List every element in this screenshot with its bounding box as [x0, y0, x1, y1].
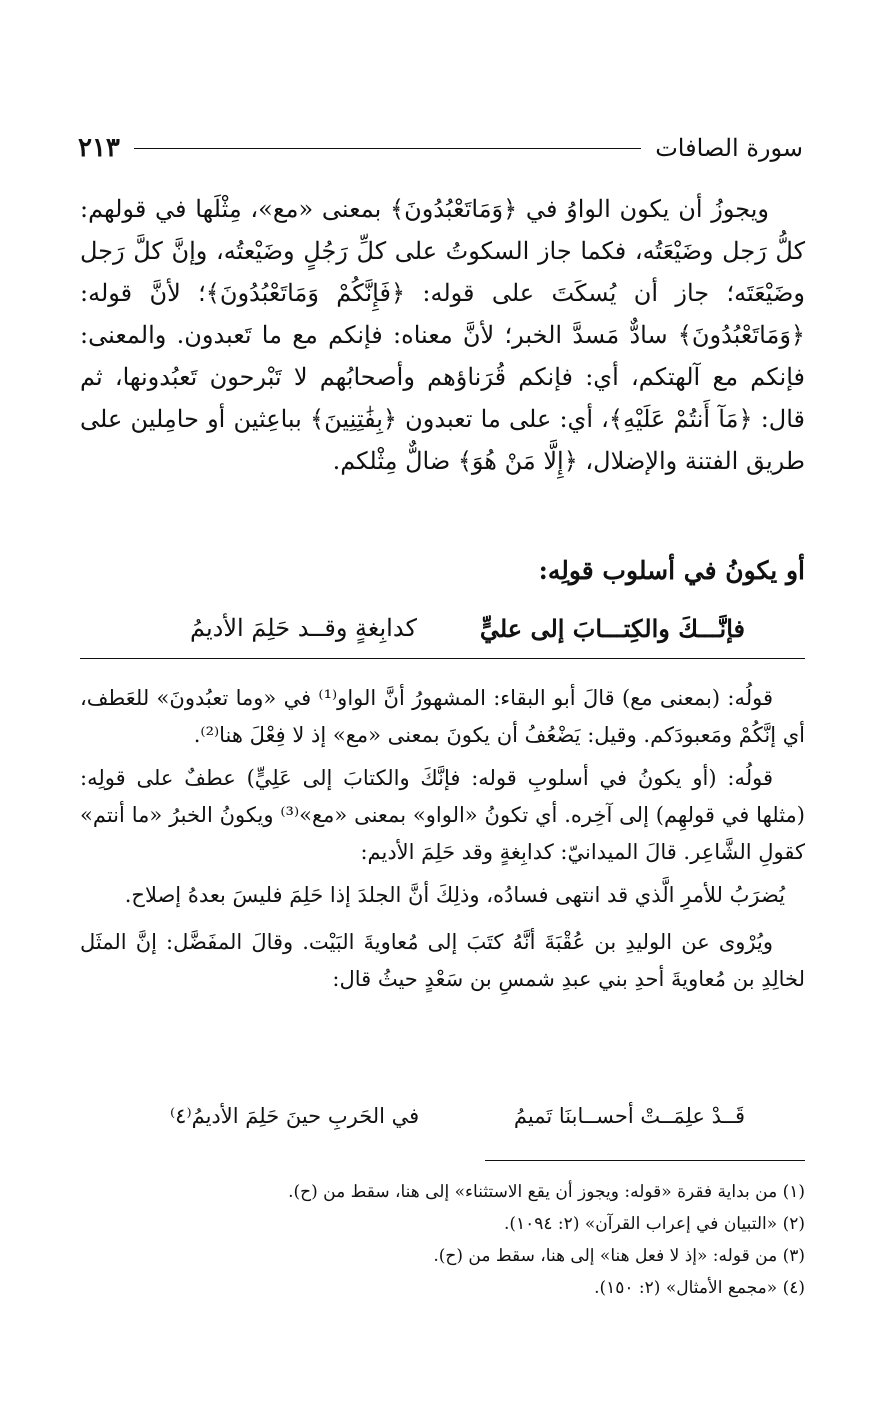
verse-1-hemistich-2: كدابِغةٍ وقــد حَلِمَ الأديمُ: [190, 614, 417, 642]
verse-2-hemistich-2: في الحَربِ حينَ حَلِمَ الأديمُ⁽٤⁾: [170, 1104, 420, 1128]
verse-2-hemistich-1: قَــدْ علِمَــتْ أحســابنَا تَميمُ: [513, 1104, 745, 1128]
running-header: [78, 128, 803, 168]
surah-title: سورة الصافات: [655, 134, 803, 162]
section-heading: أو يكونُ في أسلوب قولِه:: [538, 556, 805, 585]
commentary-paragraph-1: قولُه: (بمعنى مع) قالَ أبو البقاء: المشهورُ أنَّ الواو⁽¹⁾ في «وما تعبُدونَ» للعَطف، أي إنَّكُمْ ومَعبودَكم. وقيل: يَضْعُفُ أن يكونَ بمعنى «مع» إذ لا فِعْلَ هنا⁽²⁾.: [80, 686, 805, 747]
footnote-rule: [485, 1160, 805, 1161]
text-commentary-divider: [80, 658, 805, 659]
commentary-paragraph-2: قولُه: (أو يكونُ في أسلوبِ قوله: فإنَّكَ والكتابَ إلى عَلِيٍّ) عطفٌ على قولِه: (مثلها في قولهِم) إلى آخِره. أي تكونُ «الواو» بمعنى «مع»⁽³⁾ ويكونُ الخبرُ «ما أنتم» كقولِ الشَّاعِر. قالَ الميدانيّ: كدابِغةٍ وقد حَلِمَ الأديم:: [80, 766, 805, 864]
main-paragraph: ويجوزُ أن يكون الواوُ في ﴿وَمَاتَعْبُدُونَ﴾ بمعنى «مع»، مِثْلَها في قولهم: كلُّ رَجل وضَيْعَتُه، فكما جاز السكوتُ على كلِّ رَجُلٍ وضَيْعتُه، وإنَّ كلَّ رَجل وضَيْعَتَه؛ جاز أن يُسكَتَ على قوله: ﴿فَإِنَّكُمْ وَمَاتَعْبُدُونَ﴾؛ لأنَّ قوله: ﴿وَمَاتَعْبُدُونَ﴾ سادٌّ مَسدَّ الخبر؛ لأنَّ معناه: فإنكم مع ما تَعبدون. والمعنى: فإنكم مع آلهتكم، أي: فإنكم قُرَناؤهم وأصحابُهم لا تَبْرحون تَعبُدونها، ثم قال: ﴿مَآ أَنتُمْ عَلَيْهِ﴾، أي: على ما تعبدون ﴿بِفَٰتِنِينَ﴾ بباعِثين أو حامِلين على طريق الفتنة والإضلال، ﴿إِلَّا مَنْ هُوَ﴾ ضالٌّ مِثْلكم.: [80, 195, 806, 475]
page-number: ٢١٣: [78, 133, 120, 163]
footnotes: [80, 1176, 805, 1304]
commentary-paragraph-3: يُضرَبُ للأمرِ الَّذي قد انتهى فسادُه، وذلِكَ أنَّ الجلدَ إذا حَلِمَ فليسَ بعدهُ إصلاح.: [124, 883, 785, 907]
footnote-2: (٢) «التبيان في إعراب القرآن» (٢: ١٠٩٤).: [503, 1214, 805, 1234]
main-text: [80, 188, 805, 482]
footnote-4: (٤) «مجمع الأمثال» (٢: ١٥٠).: [594, 1278, 805, 1298]
commentary-text: [80, 680, 805, 998]
header-rule: [134, 148, 641, 149]
verse-1-hemistich-1: فإنَّـــكَ والكِتـــابَ إلى عليٍّ: [479, 614, 745, 643]
footnote-1: (١) من بداية فقرة «قوله: ويجوز أن يقع الاستثناء» إلى هنا، سقط من (ح).: [288, 1182, 805, 1202]
footnote-3: (٣) من قوله: «إذ لا فعل هنا» إلى هنا، سقط من (ح).: [433, 1246, 805, 1266]
poetry-verse-2: [80, 1104, 805, 1128]
commentary-paragraph-4: ويُرْوى عن الوليدِ بن عُقْبَةَ أنَّهُ كتَبَ إلى مُعاويةَ البَيْت. وقالَ المفَضَّل: إنَّ المثَل لخالِدِ بن مُعاويةَ أحدِ بني عبدِ شمسِ بن سَعْدٍ حيثُ قال:: [80, 930, 805, 991]
poetry-verse-1: [80, 614, 805, 643]
